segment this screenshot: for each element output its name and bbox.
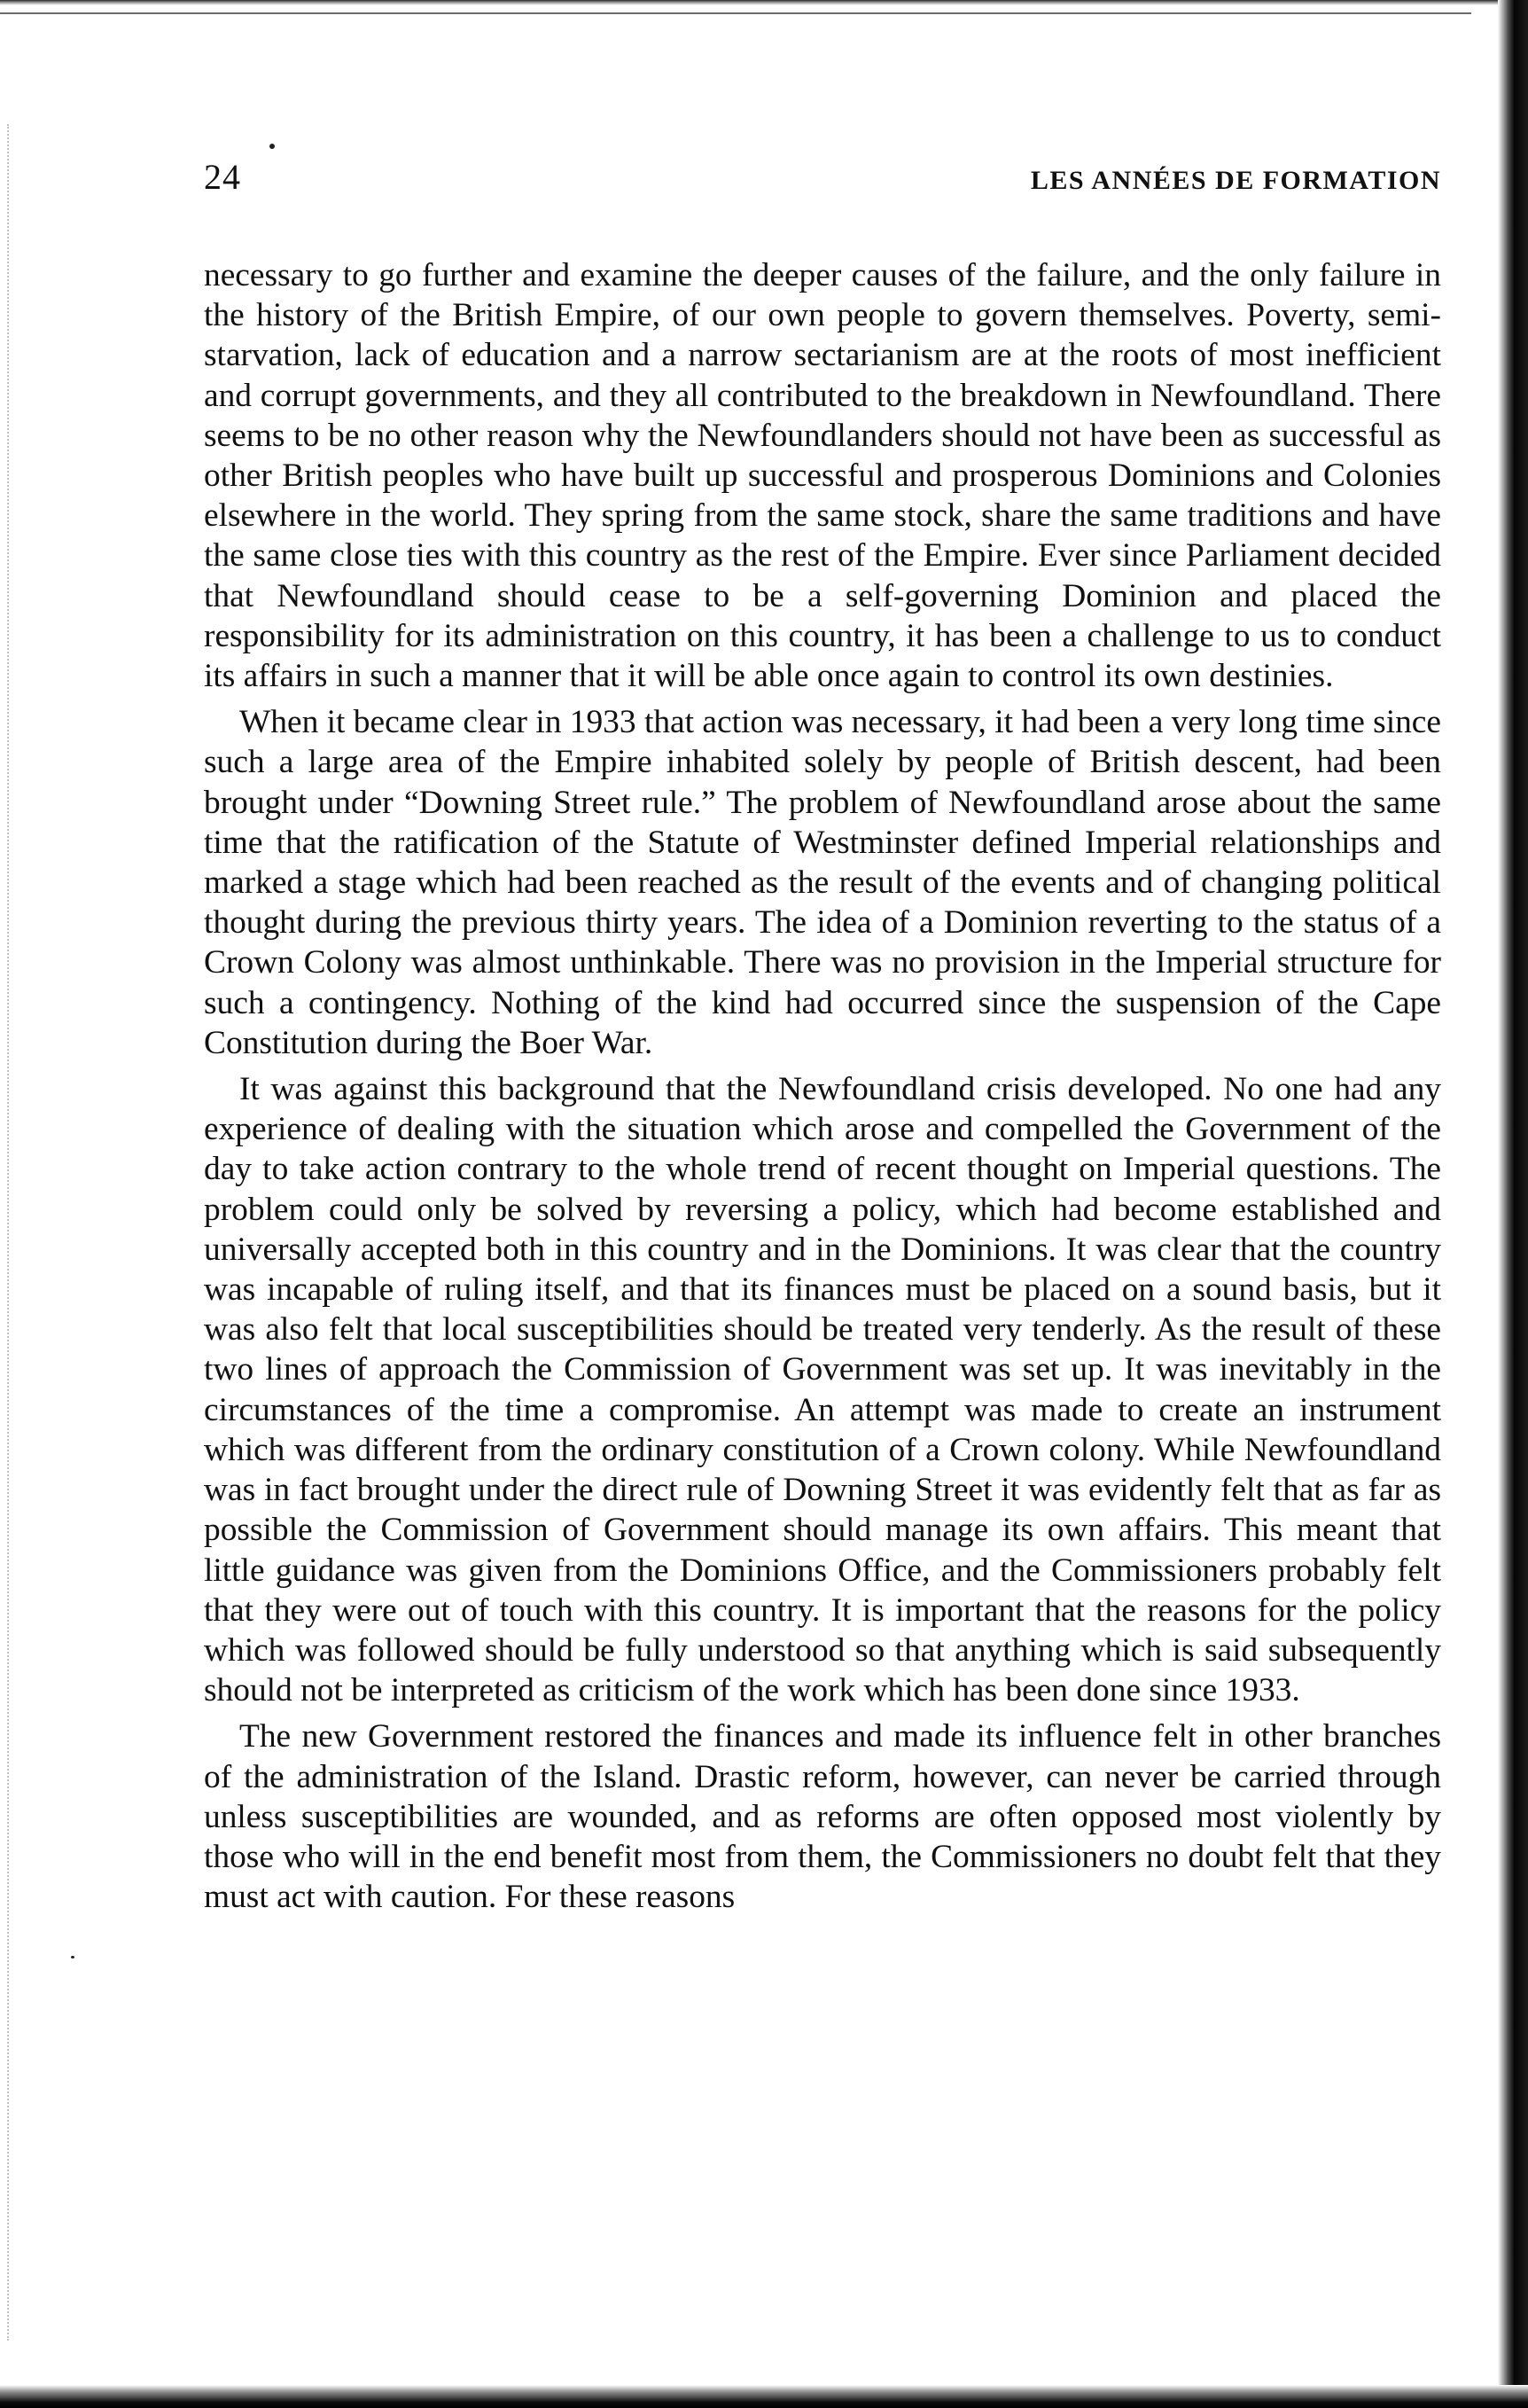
- scan-edge-bottom: [0, 2385, 1528, 2408]
- scan-edge-left: [7, 124, 12, 2341]
- scan-speck: [269, 144, 275, 149]
- running-head: [204, 156, 1441, 209]
- paragraph-1: necessary to go further and examine the deeper causes of the failure, and the only failure in the history of the British Empire, of our own people to govern themselves. Poverty, semi-starvation, lack of education and a narrow sectarianism are at the roots of most inefficient and corrupt governments, and they all contributed to the breakdown in Newfoundland. There seems to be no other reason why the Newfoundlanders should not have been as successful as other British peoples who have built up successful and prosperous Dominions and Colonies elsewhere in the world. They spring from the same stock, share the same traditions and have the same close ties with this country as the rest of the Empire. Ever since Parliament decided that Newfoundland should cease to be a self-governing Dominion and placed the responsibility for its administration on this country, it has been a challenge to us to conduct its affairs in such a manner that it will be able once again to control its own destinies.: [204, 257, 1441, 695]
- paragraph-2: When it became clear in 1933 that action was necessary, it had been a very long time since such a large area of the Empire inhabited solely by people of British descent, had been brought under “Downing Street rule.” The problem of Newfoundland arose about the same time that the ratification of the Statute of Westminster defined Imperial relationships and marked a stage which had been reached as the result of the events and of changing political thought during the previous thirty years. The idea of a Dominion reverting to the status of a Crown Colony was almost unthinkable. There was no provision in the Imperial structure for such a contingency. Nothing of the kind had occurred since the suspension of the Cape Constitution during the Boer War.: [204, 704, 1441, 1061]
- scan-edge-top: [0, 0, 1498, 5]
- scan-edge-top-line: [0, 12, 1471, 14]
- scan-edge-right: [1498, 0, 1528, 2408]
- page-number: 24: [204, 157, 241, 197]
- book-page: [204, 156, 1441, 1923]
- paragraph-3: It was against this background that the Newfoundland crisis developed. No one had any experience of dealing with the situation which arose and compelled the Government of the day to take action contrary to the whole trend of recent thought on Imperial questions. The problem could only be solved by reversing a policy, which had become established and universally accepted both in this country and in the Dominions. It was clear that the country was incapable of ruling itself, and that its finances must be placed on a sound basis, but it was also felt that local susceptibilities should be treated very tenderly. As the result of these two lines of approach the Commission of Government was set up. It was inevitably in the circumstances of the time a compromise. An attempt was made to create an instrument which was different from the ordinary constitution of a Crown colony. While Newfoundland was in fact brought under the direct rule of Downing Street it was evidently felt that as far as possible the Commission of Government should manage its own affairs. This meant that little guidance was given from the Dominions Office, and the Commissioners probably felt that they were out of touch with this country. It is important that the reasons for the policy which was followed should be fully understood so that anything which is said subsequently should not be interpreted as criticism of the work which has been done since 1933.: [204, 1071, 1441, 1709]
- scan-speck: [71, 1956, 74, 1958]
- running-title: LES ANNÉES DE FORMATION: [1030, 166, 1441, 195]
- body-text: [204, 255, 1441, 1917]
- paragraph-4: The new Government restored the finances and made its influence felt in other branches of the administration of the Island. Drastic reform, however, can never be carried through unless susceptibilities are wounded, and as reforms are often opposed most violently by those who will in the end benefit most from them, the Commissioners no doubt felt that they must act with caution. For these reasons: [204, 1718, 1441, 1916]
